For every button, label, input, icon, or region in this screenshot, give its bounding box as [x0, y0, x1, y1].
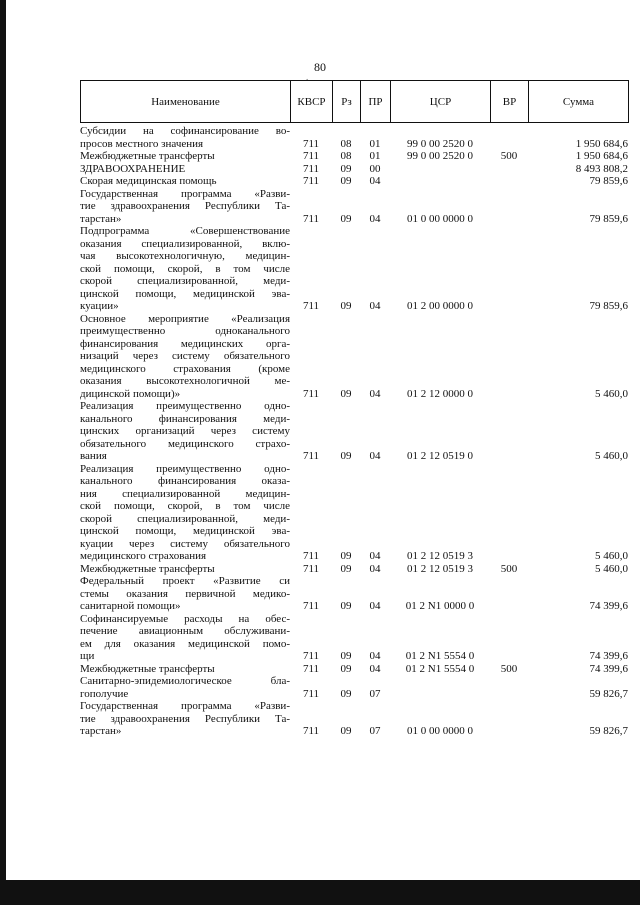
row-rz: 09 — [340, 725, 352, 737]
row-rz: 09 — [340, 300, 352, 312]
row-csr: 01 2 N1 5554 0 — [405, 650, 475, 662]
row-name: Федеральный проект «Развитие си стемы оказания первичной медико- санитарной помощи» — [80, 575, 290, 612]
row-vr — [490, 463, 528, 563]
column-header-vr: ВР — [491, 81, 529, 123]
row-name: Подпрограмма «Совершенствование оказания специализированной, вклю- чая высокотехнологичную, медицин- ской помощи, скорой, в том числе скорой специализированной, меди- цинской помощи, медицинской эва- куации» — [80, 225, 290, 312]
row-pr: 07 — [369, 725, 381, 737]
row-csr: 99 0 00 2520 0 — [407, 150, 473, 162]
row-csr: 01 2 12 0519 0 — [407, 450, 473, 462]
table-row — [80, 400, 628, 463]
row-pr: 04 — [369, 212, 381, 225]
row-kvsr: 711 — [302, 175, 320, 187]
row-csr: 01 0 00 0000 0 — [407, 725, 473, 737]
table-row — [80, 613, 628, 663]
row-name: Реализация преимущественно одно- канального финансирования оказа- ния специализированной медицин- ской помощи, скорой, в том числе скорой специализированной, меди- цинской помощи, медицинской эва- куации через систему обязательного медицинского страхования — [80, 462, 290, 562]
column-header-sum: Сумма — [529, 81, 629, 123]
row-kvsr: 711 — [302, 150, 320, 162]
row-vr — [490, 675, 528, 700]
row-pr: 04 — [369, 450, 381, 462]
row-name: Государственная программа «Разви- тие здравоохранения Республики Та- тарстан» — [80, 700, 290, 737]
column-header-rz: Рз — [333, 81, 361, 123]
table-row — [80, 575, 628, 613]
row-pr: 01 — [369, 150, 381, 162]
row-sum: 59 826,7 — [589, 687, 628, 700]
row-name: Межбюджетные трансферты — [80, 662, 215, 675]
row-rz: 09 — [340, 162, 352, 175]
column-header-pr: ПР — [361, 81, 391, 123]
row-csr: 01 2 N1 5554 0 — [405, 662, 475, 675]
row-kvsr: 711 — [302, 662, 320, 675]
row-kvsr: 711 — [302, 387, 320, 400]
row-vr — [490, 163, 528, 176]
row-rz: 09 — [340, 450, 352, 462]
row-rz: 09 — [340, 212, 352, 225]
row-kvsr: 711 — [302, 650, 320, 662]
row-csr: 99 0 00 2520 0 — [407, 137, 473, 150]
row-rz: 09 — [340, 387, 352, 400]
budget-table — [80, 125, 628, 738]
table-body — [80, 125, 628, 738]
row-vr: 500 — [500, 562, 518, 575]
table-row — [80, 675, 628, 700]
row-pr: 04 — [369, 175, 381, 187]
row-vr — [490, 575, 528, 613]
row-sum: 74 399,6 — [589, 650, 628, 662]
column-header-kvsr: КВСР — [291, 81, 333, 123]
row-vr — [490, 175, 528, 188]
row-sum: 74 399,6 — [589, 662, 628, 675]
row-name: Межбюджетные трансферты — [80, 562, 215, 575]
row-rz: 08 — [340, 137, 352, 150]
row-csr: 01 2 00 0000 0 — [407, 300, 473, 312]
row-kvsr: 711 — [302, 162, 320, 175]
table-row — [80, 463, 628, 563]
row-pr: 04 — [369, 562, 381, 575]
row-rz: 09 — [340, 687, 352, 700]
table-row — [80, 125, 628, 150]
row-vr — [490, 125, 528, 150]
row-csr — [390, 175, 490, 188]
row-rz: 09 — [340, 562, 352, 575]
column-header-csr: ЦСР — [391, 81, 491, 123]
row-name: Санитарно-эпидемиологическое бла- гополучие — [80, 675, 290, 700]
row-rz: 09 — [340, 600, 352, 612]
scan-dot: . — [306, 72, 309, 82]
row-sum: 79 859,6 — [589, 300, 628, 312]
row-pr: 07 — [369, 687, 381, 700]
row-name: Межбюджетные трансферты — [80, 150, 215, 162]
row-sum: 74 399,6 — [589, 600, 628, 612]
row-kvsr: 711 — [302, 450, 320, 462]
row-name: Реализация преимущественно одно- канального финансирования меди- цинских организаций через систему обязательного медицинского страхо- вания — [80, 400, 290, 462]
row-vr — [490, 700, 528, 738]
row-kvsr: 711 — [302, 137, 320, 150]
row-pr: 04 — [369, 650, 381, 662]
row-pr: 04 — [369, 662, 381, 675]
row-csr: 01 2 12 0519 3 — [407, 562, 473, 575]
row-pr: 04 — [369, 300, 381, 312]
row-rz: 09 — [340, 550, 352, 562]
row-pr: 00 — [369, 162, 381, 175]
row-csr: 01 0 00 0000 0 — [407, 212, 473, 225]
row-kvsr: 711 — [302, 300, 320, 312]
row-vr: 500 — [500, 662, 518, 675]
row-kvsr: 711 — [302, 725, 320, 737]
column-header-name: Наименование — [81, 81, 291, 123]
row-name: Основное мероприятие «Реализация преимущественно одноканального финансирования медицинских орга- низаций через систему обязательного медицинского страхования (кроме оказания высокотехнологичной ме- дицинской помощи)» — [80, 312, 290, 400]
row-kvsr: 711 — [302, 600, 320, 612]
row-pr: 04 — [369, 550, 381, 562]
row-sum: 8 493 808,2 — [575, 162, 628, 175]
row-pr: 04 — [369, 600, 381, 612]
table-row — [80, 563, 628, 576]
row-sum: 1 950 684,6 — [575, 137, 628, 150]
row-sum: 59 826,7 — [589, 725, 628, 737]
row-rz: 09 — [340, 662, 352, 675]
row-csr — [390, 163, 490, 176]
row-sum: 1 950 684,6 — [575, 150, 628, 162]
page-number: 80 — [314, 60, 326, 74]
table-row — [80, 175, 628, 188]
table-row — [80, 700, 628, 738]
row-vr — [490, 225, 528, 313]
row-kvsr: 711 — [302, 687, 320, 700]
table-header — [80, 80, 629, 123]
table-row — [80, 225, 628, 313]
row-sum: 79 859,6 — [589, 212, 628, 225]
row-name: Софинансируемые расходы на обес- печение авиационным обслуживани- ем для оказания медицинской помо- щи — [80, 612, 290, 662]
row-sum: 5 460,0 — [595, 450, 628, 462]
row-kvsr: 711 — [302, 550, 320, 562]
row-pr: 01 — [369, 137, 381, 150]
row-pr: 04 — [369, 387, 381, 400]
row-vr — [490, 313, 528, 401]
table-row — [80, 163, 628, 176]
row-vr — [490, 400, 528, 463]
row-name: Государственная программа «Разви- тие здравоохранения Республики Та- тарстан» — [80, 187, 290, 225]
row-sum: 79 859,6 — [589, 175, 628, 187]
scan-left-edge — [0, 0, 6, 880]
table-row — [80, 663, 628, 676]
row-csr — [390, 675, 490, 700]
row-name: ЗДРАВООХРАНЕНИЕ — [80, 162, 186, 175]
row-vr — [490, 613, 528, 663]
table-row — [80, 188, 628, 226]
row-csr: 01 2 12 0000 0 — [407, 387, 473, 400]
row-rz: 09 — [340, 650, 352, 662]
row-vr — [490, 188, 528, 226]
row-name: Скорая медицинская помощь — [80, 175, 217, 187]
row-vr: 500 — [500, 150, 518, 162]
row-kvsr: 711 — [302, 562, 320, 575]
table-row — [80, 313, 628, 401]
row-csr: 01 2 N1 0000 0 — [405, 600, 475, 612]
row-sum: 5 460,0 — [595, 550, 628, 562]
row-sum: 5 460,0 — [595, 562, 628, 575]
row-rz: 09 — [340, 175, 352, 187]
row-kvsr: 711 — [302, 212, 320, 225]
table-row — [80, 150, 628, 163]
row-rz: 08 — [340, 150, 352, 162]
scan-bottom-bar — [0, 880, 640, 905]
row-name: Субсидии на софинансирование во- просов местного значения — [80, 125, 290, 150]
row-csr: 01 2 12 0519 3 — [407, 550, 473, 562]
row-sum: 5 460,0 — [595, 387, 628, 400]
